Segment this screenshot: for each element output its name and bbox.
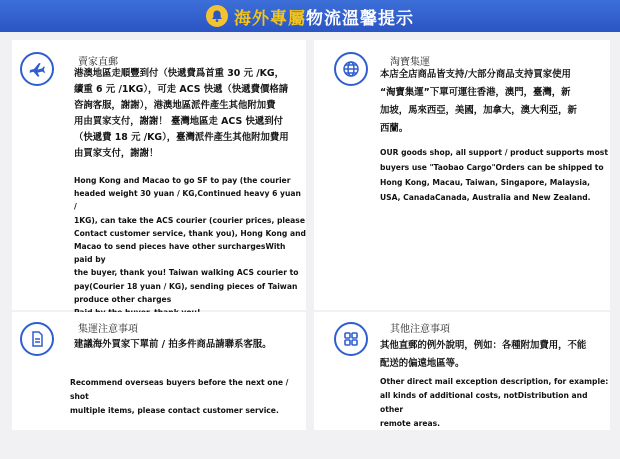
text-line: 續重 6 元 /1KG），可走 ACS 快遞（快遞費價格請 [74,84,289,95]
section-consolidation-notes [12,312,306,430]
text-line: Other direct mail exception description, for example: [380,377,609,386]
section-title: 賣家直郵 [78,57,118,68]
section-seller-direct-mail [12,40,306,310]
section-english-text [70,376,306,418]
text-line: Hong Kong and Macao to go SF to pay (the courier [74,176,291,185]
text-line: 咨詢客服，謝謝），港澳地區派件產生其他附加費 [74,100,276,111]
text-line: OUR goods shop, all support / product supports most [380,148,608,157]
section-chinese-text [74,337,271,353]
header-title-highlight: 海外專屬 [234,8,306,29]
section-title: 集運注意事項 [78,324,138,335]
grid-icon [334,322,368,356]
section-english-text [74,174,306,319]
section-title: 其他注意事項 [390,324,450,335]
section-english-text [380,375,610,431]
text-line: “淘寶集運”下單可運往香港，澳門，臺灣，新 [380,87,571,98]
text-line: buyers use "Taobao Cargo"Orders can be shipped to [380,163,604,172]
text-line: all kinds of additional costs, notDistribution and other [380,391,588,414]
text-line: remote areas. [380,419,440,428]
section-chinese-text [380,66,577,138]
text-line: Macao to send pieces have other surchargesWith paid by [74,242,286,265]
header-banner [0,0,620,32]
text-line: 用由買家支付，謝謝！ 臺灣地區走 ACS 快遞到付 [74,116,283,127]
text-line: 其他直郵的例外說明，例如：各種附加費用，不能 [380,340,587,351]
footer-spacer [0,430,620,459]
text-line: headed weight 30 yuan / KG,Continued heavy 6 yuan / [74,189,301,212]
text-line: multiple items, please contact customer service. [70,406,279,415]
text-line: Hong Kong, Macau, Taiwan, Singapore, Malaysia, [380,178,591,187]
text-line: pay(Courier 18 yuan / KG), sending pieces of Taiwan [74,281,298,291]
text-line: 配送的偏遠地區等。 [380,358,465,369]
bell-icon [206,5,228,27]
text-line: Contact customer service, thank you), Hong Kong and [74,228,306,238]
text-line: 1KG), can take the ACS courier (courier prices, please [74,215,305,225]
header-title-rest: 物流溫馨提示 [306,8,414,29]
text-line: produce other charges [74,294,172,304]
text-line: Recommend overseas buyers before the next one / shot [70,378,289,401]
text-line: 由買家支付，謝謝！ [74,148,159,159]
section-other-notes [314,312,610,430]
text-line: the buyer, thank you! Taiwan walking ACS courier to [74,268,299,278]
section-chinese-text [74,66,289,162]
section-taobao-consolidation [314,40,610,310]
section-title: 淘寶集運 [390,57,430,68]
document-icon [20,322,54,356]
airplane-icon [20,52,54,86]
text-line: 建議海外買家下單前 / 拍多件商品請聯系客服。 [74,339,272,350]
section-chinese-text [380,337,586,373]
text-line: （快遞費 18 元 /KG），臺灣派件產生其他附加費用 [74,132,289,143]
text-line: USA, CanadaCanada, Australia and New Zealand. [380,193,591,202]
section-english-text [380,145,608,205]
text-line: 本店全店商品皆支持/大部分商品支持買家使用 [380,69,571,80]
text-line: 西蘭。 [380,123,409,134]
text-line: 加坡，馬來西亞，美國，加拿大，澳大利亞，新 [380,105,577,116]
text-line: 港澳地區走順豐到付（快遞費爲首重 30 元 /KG， [74,68,284,79]
globe-icon [334,52,368,86]
